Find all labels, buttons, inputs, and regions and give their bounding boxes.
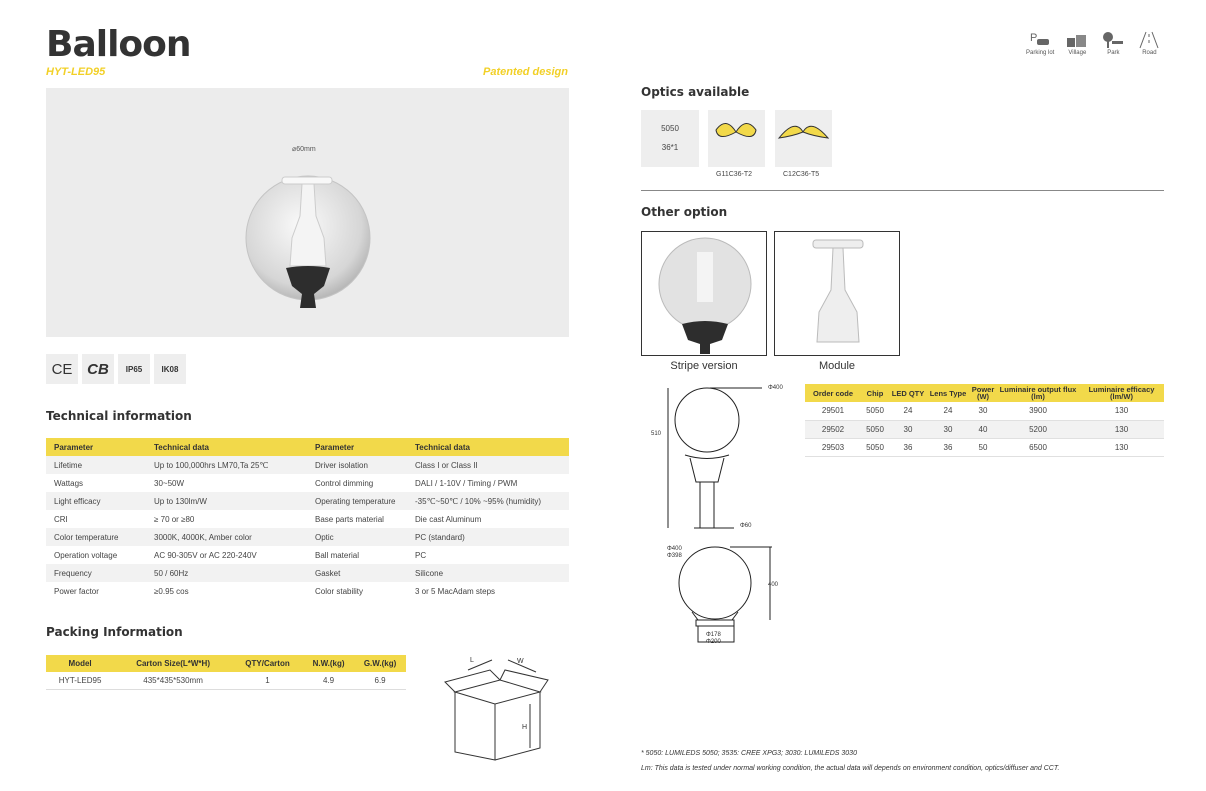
chip-note: * 5050: LUMILEDS 5050; 3535: CREE XPG3; 3030: LUMILEDS 3030 xyxy=(641,750,857,757)
cell: ≥ 70 or ≥80 xyxy=(154,514,195,524)
technical-title: Technical information xyxy=(46,409,192,423)
cell: Frequency xyxy=(46,564,146,582)
cell: 40 xyxy=(969,420,997,438)
cell: 50 / 60Hz xyxy=(146,564,307,582)
cell: Up to 130lm/W xyxy=(146,492,307,510)
box-h-label: H xyxy=(522,724,528,731)
cell: 5050 xyxy=(861,438,889,456)
cell: 1 xyxy=(232,672,303,689)
cell: 3900 xyxy=(997,402,1079,420)
stripe-lamp-icon xyxy=(642,232,766,355)
packing-table xyxy=(46,655,406,690)
app-parking xyxy=(1026,30,1054,56)
cell: 5050 xyxy=(861,420,889,438)
dim-d400-top: Φ400 xyxy=(768,385,783,391)
cb-mark: CB xyxy=(82,354,114,384)
th-param: Parameter xyxy=(46,438,146,456)
th-efficacy: Luminaire efficacy (lm/W) xyxy=(1079,384,1164,402)
cell: Light efficacy xyxy=(46,492,146,510)
cell: AC 90-305V or AC 220-240V xyxy=(154,550,257,560)
cell: Die cast Aluminum xyxy=(415,514,482,524)
cell: 36 xyxy=(927,438,969,456)
cell: 4.9 xyxy=(303,672,354,689)
cell: -35℃~50℃ / 10% ~95% (humidity) xyxy=(407,492,569,510)
cell: Class I or Class II xyxy=(407,456,569,474)
th-power: Power (W) xyxy=(969,384,997,402)
th-lens-type: Lens Type xyxy=(927,384,969,402)
cell: 435*435*530mm xyxy=(114,672,232,689)
dim-d398: Φ398 xyxy=(667,553,682,559)
table-row xyxy=(46,672,406,689)
cell: Color temperature xyxy=(46,528,146,546)
lm-note: Lm: This data is tested under normal working condition, the actual data will depends on environment condition, optics/diffuser and CCT. xyxy=(641,765,1060,772)
dim-d60: Φ60 xyxy=(740,523,752,529)
ip65-mark: IP65 xyxy=(118,354,150,384)
th-gw: G.W.(kg) xyxy=(354,655,406,672)
certifications xyxy=(46,354,186,384)
lens-t2-cell xyxy=(708,110,765,167)
cell: 24 xyxy=(927,402,969,420)
table-row xyxy=(46,510,569,528)
cell: Driver isolation xyxy=(307,456,407,474)
cell: 29501 xyxy=(805,402,861,420)
table-row xyxy=(46,546,569,564)
th-data: Technical data xyxy=(146,438,307,456)
lens-t5-cell xyxy=(775,110,832,167)
box-w-label: W xyxy=(517,658,524,665)
cell: Up to 100,000hrs LM70,Ta 25℃ xyxy=(146,456,307,474)
module-image xyxy=(774,231,900,356)
table-row xyxy=(46,582,569,600)
stripe-version-label: Stripe version xyxy=(670,360,738,372)
cell: Control dimming xyxy=(315,478,374,488)
dimension-drawing xyxy=(650,380,780,650)
cell: 30 xyxy=(969,402,997,420)
cell: 3 or 5 MacAdam steps xyxy=(415,586,496,596)
cell: 30 xyxy=(927,420,969,438)
th-data: Technical data xyxy=(407,438,569,456)
ik08-mark: IK08 xyxy=(154,354,186,384)
cell: Operation voltage xyxy=(54,550,118,560)
parking-icon xyxy=(1027,30,1053,50)
cell: 6.9 xyxy=(354,672,406,689)
patent-label: Patented design xyxy=(483,66,568,78)
cell: 30 xyxy=(889,420,927,438)
lens-t2-label: G11C36-T2 xyxy=(716,171,753,178)
application-icons xyxy=(1026,30,1162,56)
cell: 3000K, 4000K, Amber color xyxy=(146,528,307,546)
dim-d178: Φ178 xyxy=(706,632,721,638)
cell: Base parts material xyxy=(315,514,384,524)
app-park xyxy=(1100,30,1126,56)
table-row xyxy=(46,474,569,492)
app-label: Road xyxy=(1142,50,1157,56)
ce-mark: CE xyxy=(46,354,78,384)
table-row xyxy=(805,438,1164,456)
cell: 29503 xyxy=(805,438,861,456)
packing-title: Packing Information xyxy=(46,625,183,639)
table-row xyxy=(46,564,569,582)
svg-text:P: P xyxy=(1030,32,1038,44)
th-param: Parameter xyxy=(307,438,407,456)
th-chip: Chip xyxy=(861,384,889,402)
technical-table xyxy=(46,438,569,600)
box-l-label: L xyxy=(470,657,474,664)
cell: 24 xyxy=(889,402,927,420)
th-model: Model xyxy=(46,655,114,672)
cell: Operating temperature xyxy=(307,492,407,510)
product-photo xyxy=(46,88,569,337)
chip-count: 36*1 xyxy=(661,143,679,152)
dim-d400-bottom: Φ400 xyxy=(667,546,682,552)
lens-t5-icon xyxy=(775,110,832,167)
cell: 5050 xyxy=(861,402,889,420)
cell: Gasket xyxy=(307,564,407,582)
cell: 29502 xyxy=(805,420,861,438)
dim-d200: Φ200 xyxy=(706,639,721,645)
cell: Ball material xyxy=(315,550,360,560)
app-label: Village xyxy=(1068,50,1087,56)
divider xyxy=(641,190,1164,191)
optics-title: Optics available xyxy=(641,85,750,99)
cell: Optic xyxy=(307,528,407,546)
road-icon xyxy=(1136,30,1162,50)
dim-510: 510 xyxy=(651,431,662,437)
module-label: Module xyxy=(818,360,856,372)
table-row xyxy=(46,456,569,474)
module-icon xyxy=(775,232,899,355)
stripe-version-image xyxy=(641,231,767,356)
cell: DALI / 1-10V / Timing / PWM xyxy=(415,478,518,488)
cell: 30~50W xyxy=(154,478,185,488)
table-row xyxy=(46,492,569,510)
th-nw: N.W.(kg) xyxy=(303,655,354,672)
carton-box-diagram xyxy=(440,652,550,762)
order-table xyxy=(805,384,1164,457)
chip-value: 5050 xyxy=(661,124,679,133)
diameter-label: ⌀60mm xyxy=(292,146,316,153)
th-flux: Luminaire output flux (lm) xyxy=(997,384,1079,402)
cell: PC (standard) xyxy=(407,528,569,546)
other-title: Other option xyxy=(641,205,728,219)
app-village xyxy=(1064,30,1090,56)
park-icon xyxy=(1100,30,1126,50)
model-number: HYT-LED95 xyxy=(46,66,106,78)
cell: Power factor xyxy=(54,586,99,596)
table-row xyxy=(46,528,569,546)
table-row xyxy=(805,420,1164,438)
table-row xyxy=(805,402,1164,420)
cell: 6500 xyxy=(997,438,1079,456)
page-title: Balloon xyxy=(46,24,191,65)
app-label: Parking lot xyxy=(1026,50,1055,56)
th-qty: QTY/Carton xyxy=(232,655,303,672)
cell: Silicone xyxy=(407,564,569,582)
cell: 5200 xyxy=(997,420,1079,438)
app-label: Park xyxy=(1107,50,1120,56)
cell: 36 xyxy=(889,438,927,456)
th-carton: Carton Size(L*W*H) xyxy=(114,655,232,672)
cell: PC xyxy=(415,550,427,560)
cell: HYT-LED95 xyxy=(46,672,114,689)
dim-400: 400 xyxy=(768,582,779,588)
cell: 130 xyxy=(1079,420,1164,438)
cell: 50 xyxy=(969,438,997,456)
cell: Wattags xyxy=(54,478,84,488)
cell: Lifetime xyxy=(46,456,146,474)
lens-t5-label: C12C36-T5 xyxy=(783,171,820,178)
village-icon xyxy=(1064,30,1090,50)
cell: ≥0.95 cos xyxy=(154,586,189,596)
cell: 130 xyxy=(1079,438,1164,456)
th-led-qty: LED QTY xyxy=(889,384,927,402)
cell: CRI xyxy=(54,514,68,524)
balloon-lamp-image xyxy=(46,88,569,337)
cell: 130 xyxy=(1079,402,1164,420)
th-order-code: Order code xyxy=(805,384,861,402)
lens-t2-icon xyxy=(708,110,765,167)
cell: Color stability xyxy=(315,586,364,596)
app-road xyxy=(1136,30,1162,56)
chip-cell xyxy=(641,110,699,167)
